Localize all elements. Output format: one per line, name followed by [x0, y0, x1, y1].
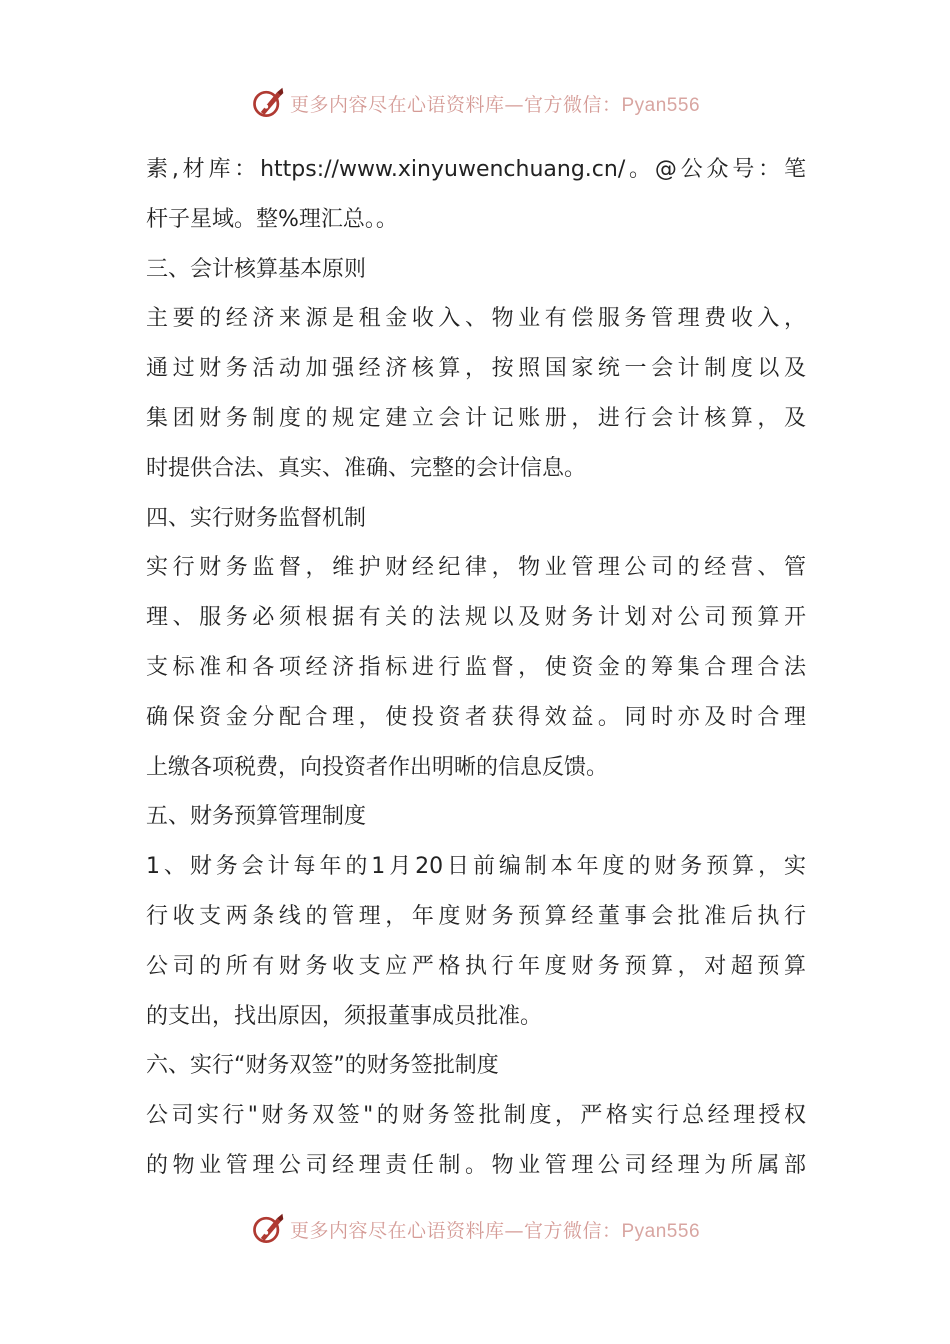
body-line: 集团财务制度的规定建立会计记账册，进行会计核算，及 — [146, 405, 806, 431]
body-line: 支标准和各项经济指标进行监督，使资金的筹集合理合法 — [146, 654, 806, 680]
body-line: 通过财务活动加强经济核算，按照国家统一会计制度以及 — [146, 356, 806, 382]
body-line: 杆子星域。整%理汇总。。 — [146, 206, 398, 232]
header-banner-wechat-id: Pyan556 — [621, 94, 701, 116]
body-line: 素,材库：https://www.xinyuwenchuang.cn/。@公众号：笔 — [146, 157, 806, 182]
section-heading: 五、财务预算管理制度 — [146, 804, 367, 830]
body-line: 的物业管理公司经理责任制。物业管理公司经理为所属部 — [146, 1152, 806, 1178]
section-heading: 四、实行财务监督机制 — [146, 505, 367, 531]
footer-banner-wechat-id: Pyan556 — [621, 1220, 701, 1242]
body-line: 主要的经济来源是租金收入、物业有偿服务管理费收入， — [146, 306, 806, 332]
document-body — [146, 145, 806, 1191]
body-line: 时提供合法、真实、准确、完整的会计信息。 — [146, 455, 587, 481]
body-line: 实行财务监督，维护财经纪律，物业管理公司的经营、管 — [146, 555, 806, 581]
pen-nib-logo-icon — [250, 85, 286, 121]
body-line: 行收支两条线的管理，年度财务预算经董事会批准后执行 — [146, 903, 806, 929]
footer-banner-text — [290, 1216, 700, 1243]
footer-banner-cn: 更多内容尽在心语资料库—官方微信： — [289, 1219, 622, 1242]
footer-banner — [0, 1209, 950, 1249]
body-line: 理、服务必须根据有关的法规以及财务计划对公司预算开 — [146, 605, 806, 631]
header-banner-text — [290, 90, 700, 117]
body-line: 确保资金分配合理，使投资者获得效益。同时亦及时合理 — [146, 704, 806, 730]
body-line: 上缴各项税费，向投资者作出明晰的信息反馈。 — [146, 754, 609, 780]
body-line: 的支出，找出原因，须报董事成员批准。 — [146, 1003, 543, 1029]
header-banner — [0, 83, 950, 123]
pen-nib-logo-icon — [250, 1211, 286, 1247]
header-banner-cn: 更多内容尽在心语资料库—官方微信： — [289, 93, 622, 116]
body-line: 公司的所有财务收支应严格执行年度财务预算，对超预算 — [146, 953, 806, 979]
body-line: 1、财务会计每年的1月20日前编制本年度的财务预算，实 — [146, 854, 806, 880]
body-line: 公司实行"财务双签"的财务签批制度，严格实行总经理授权 — [146, 1103, 806, 1129]
section-heading: 三、会计核算基本原则 — [146, 256, 367, 282]
section-heading: 六、实行“财务双签”的财务签批制度 — [146, 1053, 499, 1079]
